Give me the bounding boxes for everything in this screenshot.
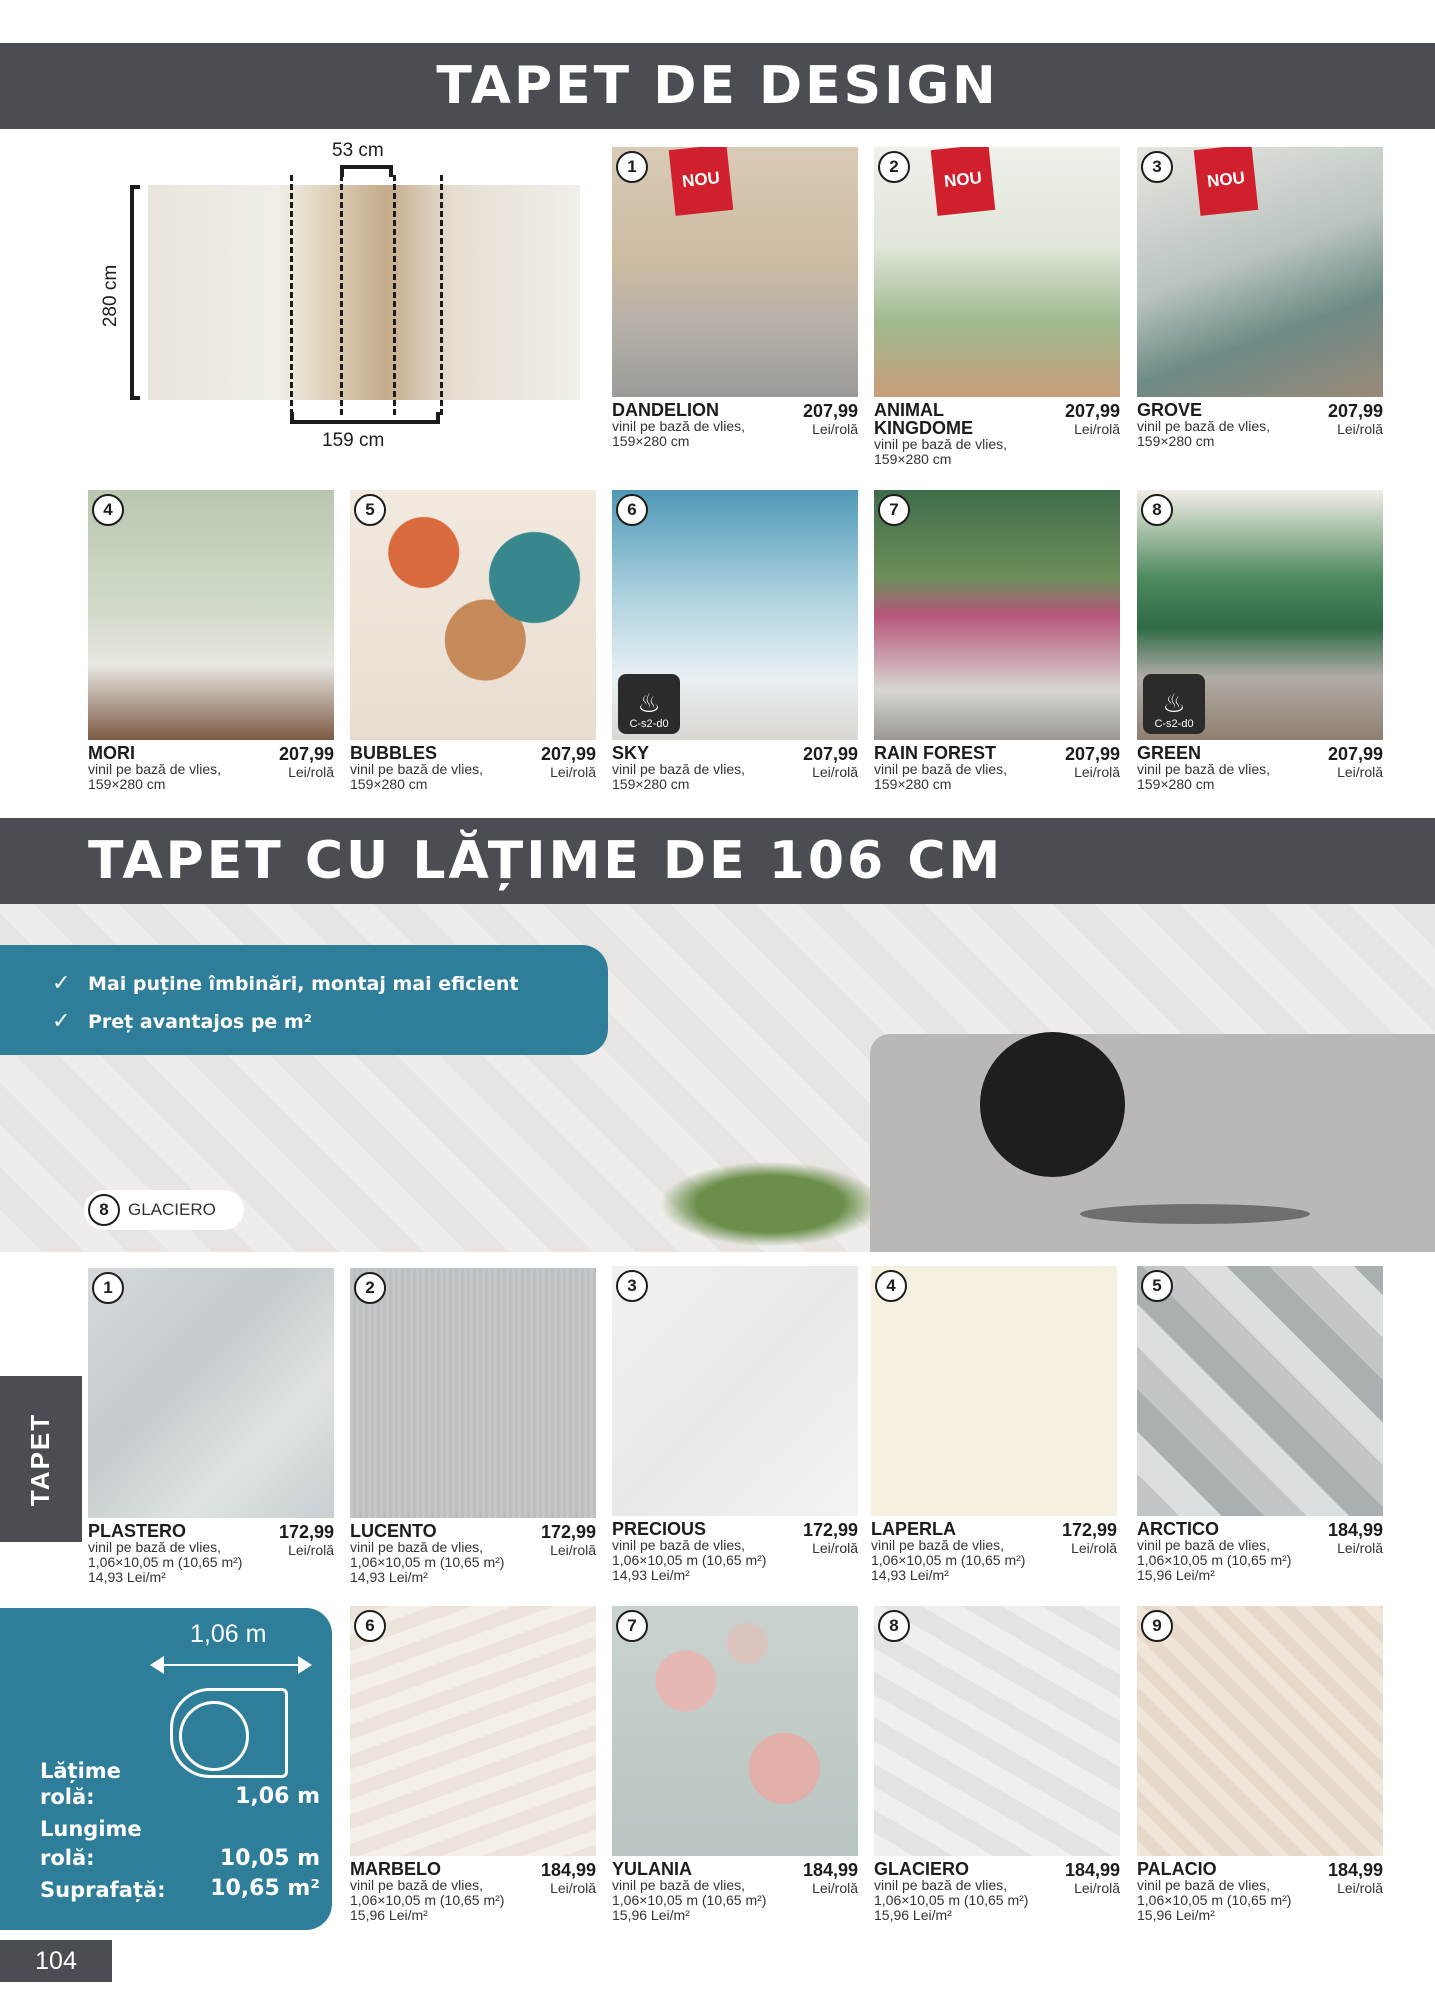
- product-name: LAPERLA: [871, 1519, 956, 1539]
- product-swatch[interactable]: [874, 1606, 1120, 1856]
- product-name: PLASTERO: [88, 1521, 187, 1541]
- price-unit: Lei/rolă: [812, 764, 858, 780]
- product-name: GREEN: [1137, 743, 1202, 763]
- roll-specs-box: [0, 1608, 332, 1930]
- mural-preview: [148, 185, 580, 400]
- product-image[interactable]: [350, 490, 596, 740]
- category-label: TAPET: [25, 1412, 56, 1506]
- product-material: vinil pe bază de vlies,: [612, 761, 746, 777]
- product-price: 184,99: [1327, 1860, 1383, 1880]
- product-material: vinil pe bază de vlies,: [1137, 1537, 1271, 1553]
- item-number-badge: 7: [878, 494, 910, 526]
- wallpaper-roll-icon: [170, 1688, 288, 1778]
- item-number-badge: 2: [354, 1272, 386, 1304]
- strip-divider: [340, 175, 343, 415]
- check-icon: ✓: [52, 971, 71, 996]
- product-size: 1,06×10,05 m (10,65 m²): [874, 1892, 1029, 1908]
- product-name: PRECIOUS: [612, 1519, 707, 1539]
- item-number-badge: 3: [616, 1270, 648, 1302]
- product-swatch[interactable]: [350, 1606, 596, 1856]
- roll-width-label: 1,06 m: [190, 1620, 267, 1648]
- product-material: vinil pe bază de vlies,: [350, 761, 484, 777]
- product-material: vinil pe bază de vlies,: [874, 436, 1008, 452]
- section-title-design: TAPET DE DESIGN: [0, 43, 1435, 129]
- item-number-badge: 1: [616, 151, 648, 183]
- item-number-badge: 3: [1141, 151, 1173, 183]
- product-image[interactable]: [1137, 490, 1383, 740]
- item-number-badge: 6: [616, 494, 648, 526]
- product-price: 207,99: [1327, 744, 1383, 764]
- price-per-sqm: 14,93 Lei/m²: [88, 1569, 166, 1585]
- price-unit: Lei/rolă: [1074, 1880, 1120, 1896]
- product-name: MARBELO: [350, 1859, 441, 1879]
- product-material: vinil pe bază de vlies,: [88, 761, 222, 777]
- price-unit: Lei/rolă: [1337, 1880, 1383, 1896]
- product-material: vinil pe bază de vlies,: [1137, 1877, 1271, 1893]
- product-name: LUCENTO: [350, 1521, 437, 1541]
- product-name: MORI: [88, 743, 135, 763]
- product-price: 207,99: [1327, 401, 1383, 421]
- price-unit: Lei/rolă: [1337, 1540, 1383, 1556]
- strip-width-label: 53 cm: [332, 140, 384, 161]
- product-swatch[interactable]: [871, 1266, 1117, 1516]
- product-price: 184,99: [540, 1860, 596, 1880]
- product-swatch[interactable]: [612, 1606, 858, 1856]
- product-image[interactable]: [874, 147, 1120, 397]
- price-unit: Lei/rolă: [812, 1540, 858, 1556]
- product-name: YULANIA: [612, 1859, 692, 1879]
- product-size: 1,06×10,05 m (10,65 m²): [871, 1552, 1026, 1568]
- product-image[interactable]: [1137, 147, 1383, 397]
- strip-width-bracket: [340, 165, 393, 177]
- item-number-badge: 7: [616, 1610, 648, 1642]
- spec-value: 10,05 m: [219, 1846, 320, 1871]
- product-image[interactable]: [612, 490, 858, 740]
- fire-rating-label: C-s2-d0: [629, 718, 669, 730]
- product-name: GROVE: [1137, 400, 1203, 420]
- item-number-badge: 9: [1141, 1610, 1173, 1642]
- product-size: 1,06×10,05 m (10,65 m²): [612, 1892, 767, 1908]
- product-image[interactable]: [88, 490, 334, 740]
- total-width-bracket: [290, 412, 440, 424]
- item-number-badge: 4: [92, 494, 124, 526]
- price-unit: Lei/rolă: [1337, 764, 1383, 780]
- hero-product-tag[interactable]: [84, 1190, 244, 1230]
- product-card-marbelo[interactable]: [350, 1606, 596, 1923]
- price-per-sqm: 14,93 Lei/m²: [871, 1567, 949, 1583]
- product-size: 1,06×10,05 m (10,65 m²): [612, 1552, 767, 1568]
- new-badge: NOU: [1194, 147, 1259, 216]
- item-number-badge: 4: [875, 1270, 907, 1302]
- product-size: 159×280 cm: [874, 451, 952, 467]
- product-swatch[interactable]: [612, 1266, 858, 1516]
- item-number-badge: 5: [354, 494, 386, 526]
- product-material: vinil pe bază de vlies,: [612, 1537, 746, 1553]
- product-name: ARCTICO: [1137, 1519, 1219, 1539]
- hero-product-name: GLACIERO: [128, 1200, 216, 1219]
- price-per-sqm: 14,93 Lei/m²: [350, 1569, 428, 1585]
- product-card-palacio[interactable]: [1137, 1606, 1383, 1923]
- product-material: vinil pe bază de vlies,: [1137, 761, 1271, 777]
- product-size: 1,06×10,05 m (10,65 m²): [1137, 1892, 1292, 1908]
- product-card-mori[interactable]: [88, 490, 334, 804]
- item-number-badge: 5: [1141, 1270, 1173, 1302]
- product-material: vinil pe bază de vlies,: [871, 1537, 1005, 1553]
- product-price: 172,99: [802, 1520, 858, 1540]
- product-price: 172,99: [540, 1522, 596, 1542]
- product-price: 172,99: [278, 1522, 334, 1542]
- double-arrow-icon: [152, 1664, 310, 1666]
- item-number-badge: 8: [1141, 494, 1173, 526]
- price-per-sqm: 15,96 Lei/m²: [874, 1907, 952, 1923]
- page-number: 104: [0, 1940, 112, 1982]
- height-label: 280 cm: [100, 264, 122, 328]
- price-unit: Lei/rolă: [1074, 764, 1120, 780]
- product-card-lucento[interactable]: [350, 1268, 596, 1585]
- item-number-badge: 2: [878, 151, 910, 183]
- product-name: PALACIO: [1137, 1859, 1217, 1879]
- spec-label: Lățime rolă:: [40, 1759, 121, 1809]
- product-size: 1,06×10,05 m (10,65 m²): [350, 1554, 505, 1570]
- check-icon: ✓: [52, 1009, 71, 1034]
- price-per-sqm: 15,96 Lei/m²: [1137, 1907, 1215, 1923]
- product-image[interactable]: [612, 147, 858, 397]
- product-name: SKY: [612, 743, 650, 763]
- table-decor: [1080, 1204, 1310, 1224]
- product-material: vinil pe bază de vlies,: [874, 1877, 1008, 1893]
- section-title-106cm: TAPET CU LĂȚIME DE 106 CM: [0, 818, 1435, 904]
- product-card-precious[interactable]: [612, 1266, 858, 1583]
- product-price: 207,99: [802, 744, 858, 764]
- product-card-plastero[interactable]: [88, 1268, 334, 1585]
- product-card-green[interactable]: [1137, 490, 1383, 804]
- product-size: 159×280 cm: [350, 776, 428, 792]
- cushion-decor: [980, 1032, 1125, 1177]
- product-card-dandelion[interactable]: [612, 147, 858, 461]
- product-material: vinil pe bază de vlies,: [874, 761, 1008, 777]
- fire-rating-icon: ♨ C-s2-d0: [1143, 674, 1205, 734]
- product-material: vinil pe bază de vlies,: [350, 1877, 484, 1893]
- product-name: RAIN FOREST: [874, 743, 997, 763]
- product-material: vinil pe bază de vlies,: [612, 418, 746, 434]
- price-per-sqm: 15,96 Lei/m²: [350, 1907, 428, 1923]
- product-swatch[interactable]: [1137, 1606, 1383, 1856]
- product-price: 207,99: [802, 401, 858, 421]
- product-material: vinil pe bază de vlies,: [612, 1877, 746, 1893]
- item-number-badge: 8: [878, 1610, 910, 1642]
- product-size: 159×280 cm: [1137, 776, 1215, 792]
- total-width-label: 159 cm: [322, 430, 385, 451]
- strip-divider: [440, 175, 443, 415]
- price-unit: Lei/rolă: [550, 1542, 596, 1558]
- price-per-sqm: 15,96 Lei/m²: [612, 1907, 690, 1923]
- product-price: 184,99: [1064, 1860, 1120, 1880]
- product-name: GLACIERO: [874, 1859, 970, 1879]
- price-per-sqm: 14,93 Lei/m²: [612, 1567, 690, 1583]
- dimension-diagram: [90, 140, 610, 460]
- benefit-text: Mai puține îmbinări, montaj mai eficient: [88, 973, 519, 995]
- product-size: 159×280 cm: [612, 433, 690, 449]
- product-name: DANDELION: [612, 400, 719, 420]
- price-unit: Lei/rolă: [288, 1542, 334, 1558]
- new-badge: NOU: [669, 147, 734, 216]
- product-card-animal-kingdome[interactable]: [874, 147, 1120, 467]
- fire-rating-icon: ♨ C-s2-d0: [618, 674, 680, 734]
- benefit-item: [52, 1003, 608, 1041]
- benefits-callout: [0, 945, 608, 1055]
- product-image[interactable]: [874, 490, 1120, 740]
- product-card-sky[interactable]: [612, 490, 858, 804]
- spec-label: Suprafață:: [40, 1878, 166, 1902]
- product-card-arctico[interactable]: [1137, 1266, 1383, 1583]
- benefit-item: [52, 965, 608, 1003]
- product-material: vinil pe bază de vlies,: [350, 1539, 484, 1555]
- product-card-glaciero[interactable]: [874, 1606, 1120, 1923]
- product-price: 184,99: [802, 1860, 858, 1880]
- price-unit: Lei/rolă: [812, 1880, 858, 1896]
- price-unit: Lei/rolă: [1337, 421, 1383, 437]
- price-unit: Lei/rolă: [550, 764, 596, 780]
- product-swatch[interactable]: [88, 1268, 334, 1518]
- new-badge: NOU: [931, 147, 996, 216]
- benefit-text: Preț avantajos pe m²: [88, 1011, 313, 1033]
- product-size: 1,06×10,05 m (10,65 m²): [88, 1554, 243, 1570]
- product-price: 207,99: [540, 744, 596, 764]
- spec-value: 1,06 m: [235, 1784, 320, 1809]
- product-material: vinil pe bază de vlies,: [88, 1539, 222, 1555]
- product-price: 207,99: [1064, 401, 1120, 421]
- product-card-laperla[interactable]: [871, 1266, 1117, 1583]
- plant-decor: [640, 1154, 900, 1252]
- product-price: 172,99: [1061, 1520, 1117, 1540]
- product-card-grove[interactable]: [1137, 147, 1383, 461]
- product-size: 159×280 cm: [874, 776, 952, 792]
- strip-divider: [393, 175, 396, 415]
- item-number-badge: 6: [354, 1610, 386, 1642]
- product-swatch[interactable]: [1137, 1266, 1383, 1516]
- product-card-bubbles[interactable]: [350, 490, 596, 804]
- product-swatch[interactable]: [350, 1268, 596, 1518]
- price-unit: Lei/rolă: [1074, 421, 1120, 437]
- price-unit: Lei/rolă: [1071, 1540, 1117, 1556]
- category-side-tab: [0, 1376, 82, 1542]
- product-size: 1,06×10,05 m (10,65 m²): [350, 1892, 505, 1908]
- product-name: ANIMAL KINGDOME: [874, 400, 973, 438]
- product-size: 159×280 cm: [88, 776, 166, 792]
- height-bracket: [130, 185, 140, 400]
- product-material: vinil pe bază de vlies,: [1137, 418, 1271, 434]
- product-price: 184,99: [1327, 1520, 1383, 1540]
- fire-rating-label: C-s2-d0: [1154, 718, 1194, 730]
- price-unit: Lei/rolă: [550, 1880, 596, 1896]
- product-size: 159×280 cm: [1137, 433, 1215, 449]
- product-price: 207,99: [1064, 744, 1120, 764]
- price-per-sqm: 15,96 Lei/m²: [1137, 1567, 1215, 1583]
- product-card-rain-forest[interactable]: [874, 490, 1120, 804]
- item-number-badge: 1: [92, 1272, 124, 1304]
- price-unit: Lei/rolă: [812, 421, 858, 437]
- strip-divider: [290, 175, 293, 415]
- product-size: 159×280 cm: [612, 776, 690, 792]
- product-card-yulania[interactable]: [612, 1606, 858, 1923]
- spec-value: 10,65 m²: [210, 1876, 320, 1901]
- product-size: 1,06×10,05 m (10,65 m²): [1137, 1552, 1292, 1568]
- item-number-badge: 8: [88, 1194, 120, 1226]
- product-name: BUBBLES: [350, 743, 438, 763]
- product-price: 207,99: [278, 744, 334, 764]
- spec-label: Lungime rolă:: [40, 1817, 142, 1870]
- price-unit: Lei/rolă: [288, 764, 334, 780]
